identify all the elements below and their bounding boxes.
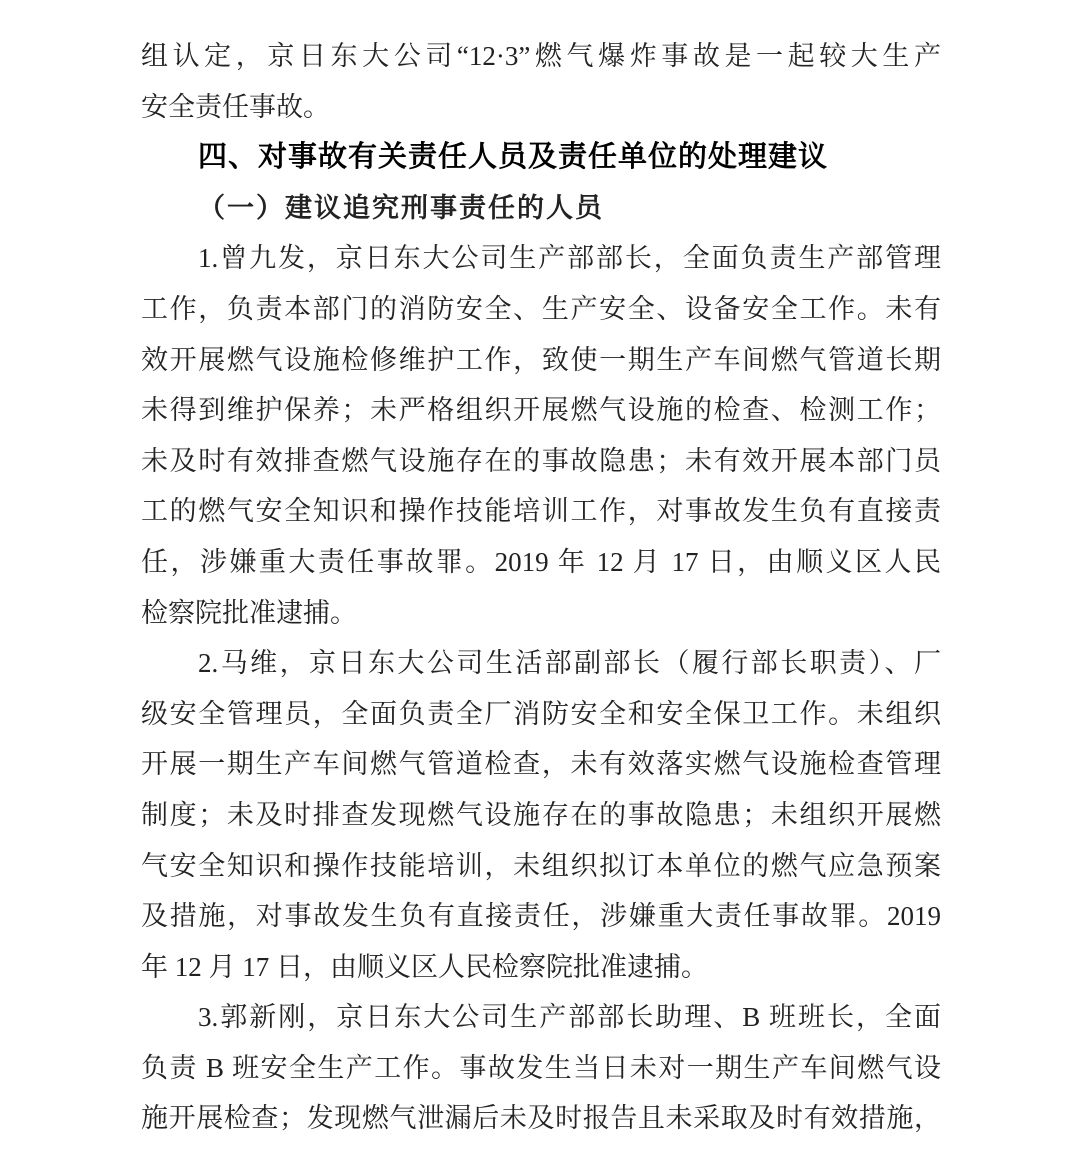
text-line: 1.曾九发，京日东大公司生产部部长，全面负责生产部管理 xyxy=(198,243,941,274)
text-line: 未及时有效排查燃气设施存在的事故隐患；未有效开展本部门员 xyxy=(141,445,941,476)
text-line: 安全责任事故。 xyxy=(141,91,330,122)
text-line: 级安全管理员，全面负责全厂消防安全和安全保卫工作。未组织 xyxy=(141,698,941,729)
text-line: 施开展检查；发现燃气泄漏后未及时报告且未采取及时有效措施， xyxy=(141,1103,941,1134)
subsection-heading: （一）建议追究刑事责任的人员 xyxy=(198,192,604,223)
text-line: 开展一期生产车间燃气管道检查，未有效落实燃气设施检查管理 xyxy=(141,749,941,780)
text-line: 3.郭新刚，京日东大公司生产部部长助理、B 班班长，全面 xyxy=(198,1002,941,1033)
text-line: 工的燃气安全知识和操作技能培训工作，对事故发生负有直接责 xyxy=(141,496,941,527)
text-line: 任，涉嫌重大责任事故罪。2019 年 12 月 17 日，由顺义区人民 xyxy=(141,546,941,577)
text-line: 负责 B 班安全生产工作。事故发生当日未对一期生产车间燃气设 xyxy=(141,1052,941,1083)
text-line: 组认定，京日东大公司“12·3”燃气爆炸事故是一起较大生产 xyxy=(141,41,941,71)
text-line: 气安全知识和操作技能培训，未组织拟订本单位的燃气应急预案 xyxy=(141,850,941,881)
text-line: 2.马维，京日东大公司生活部副部长（履行部长职责）、厂 xyxy=(198,648,941,679)
text-line: 未得到维护保养；未严格组织开展燃气设施的检查、检测工作； xyxy=(141,395,941,426)
text-line: 检察院批准逮捕。 xyxy=(141,597,357,628)
text-line: 效开展燃气设施检修维护工作，致使一期生产车间燃气管道长期 xyxy=(141,344,941,375)
document-body xyxy=(141,0,941,1144)
text-line: 及措施，对事故发生负有直接责任，涉嫌重大责任事故罪。2019 xyxy=(141,901,941,932)
section-heading: 四、对事故有关责任人员及责任单位的处理建议 xyxy=(198,141,829,174)
text-line: 工作，负责本部门的消防安全、生产安全、设备安全工作。未有 xyxy=(141,293,941,324)
text-line: 制度；未及时排查发现燃气设施存在的事故隐患；未组织开展燃 xyxy=(141,799,941,830)
text-line: 年 12 月 17 日，由顺义区人民检察院批准逮捕。 xyxy=(141,951,708,982)
